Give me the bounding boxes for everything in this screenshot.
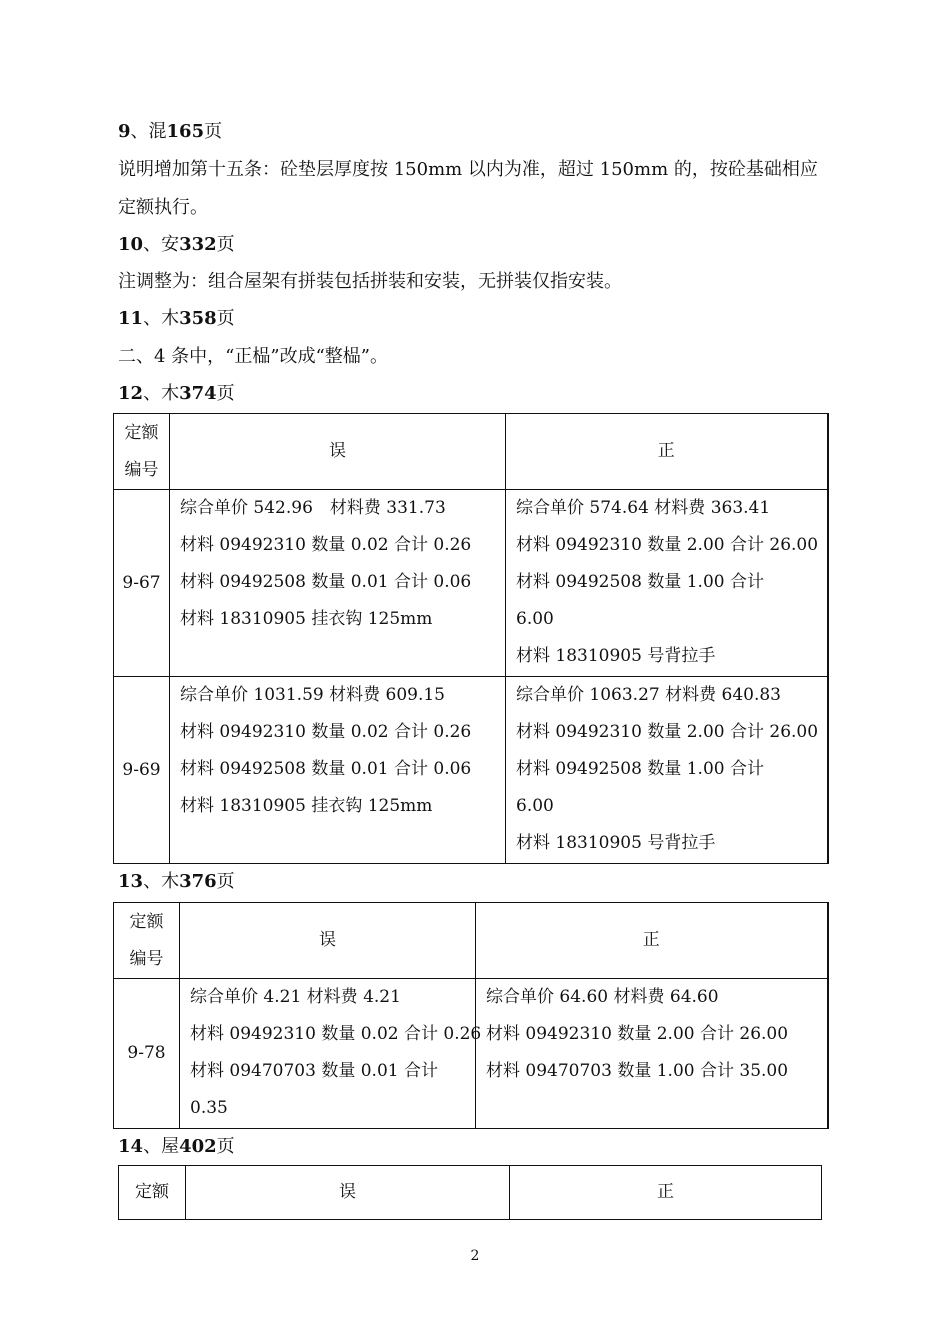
- table-header-row: [114, 903, 828, 979]
- wrong-cell: 综合单价 1031.59 材料费 609.15 材料 09492310 数量 0.02 合计 0.26 材料 09492508 数量 0.01 合计 0.06 材料 18310905 挂衣钩 125mm: [170, 677, 506, 864]
- table-14: [118, 1165, 822, 1220]
- right-header: 正: [506, 414, 828, 490]
- quota-code: 9-67: [114, 490, 170, 677]
- table-header-row: [119, 1166, 822, 1220]
- table-row: [114, 677, 828, 864]
- wrong-cell: 综合单价 542.96 材料费 331.73 材料 09492310 数量 0.02 合计 0.26 材料 09492508 数量 0.01 合计 0.06 材料 18310905 挂衣钩 125mm: [170, 490, 506, 677]
- page-number: 2: [470, 1248, 480, 1264]
- right-cell: 综合单价 64.60 材料费 64.60 材料 09492310 数量 2.00 合计 26.00 材料 09470703 数量 1.00 合计 35.00: [476, 979, 828, 1129]
- wrong-header: 误: [170, 414, 506, 490]
- right-cell: 综合单价 574.64 材料费 363.41 材料 09492310 数量 2.00 合计 26.00 材料 09492508 数量 1.00 合计 6.00 材料 18310905 号背拉手: [506, 490, 828, 677]
- quota-code: 9-69: [114, 677, 170, 864]
- section-heading-9: 9、混165页: [118, 121, 223, 142]
- right-header: 正: [476, 903, 828, 979]
- section-heading-11: 11、木358页: [118, 308, 235, 329]
- right-header: 正: [510, 1166, 822, 1220]
- right-cell: 综合单价 1063.27 材料费 640.83 材料 09492310 数量 2.00 合计 26.00 材料 09492508 数量 1.00 合计 6.00 材料 18310905 号背拉手: [506, 677, 828, 864]
- wrong-header: 误: [186, 1166, 510, 1220]
- note-10: 注调整为：组合屋架有拼装包括拼装和安装，无拼装仅指安装。: [118, 271, 622, 292]
- section-heading-13: 13、木376页: [118, 871, 235, 892]
- quota-code: 9-78: [114, 979, 180, 1129]
- note-9-line2: 定额执行。: [118, 197, 208, 218]
- table-13: [113, 902, 829, 1129]
- section-heading-10: 10、安332页: [118, 234, 235, 255]
- wrong-header: 误: [180, 903, 476, 979]
- code-header: 定额 编号: [114, 414, 170, 490]
- table-header-row: [114, 414, 828, 490]
- table-row: [114, 979, 828, 1129]
- note-9-line1: 说明增加第十五条：砼垫层厚度按 150mm 以内为准，超过 150mm 的，按砼基础相应: [118, 159, 818, 180]
- note-11: 二、4 条中，“正榀”改成“整榀”。: [118, 346, 388, 367]
- section-heading-14: 14、屋402页: [118, 1136, 235, 1157]
- code-header: 定额: [119, 1166, 186, 1220]
- section-heading-12: 12、木374页: [118, 383, 235, 404]
- table-row: [114, 490, 828, 677]
- code-header: 定额 编号: [114, 903, 180, 979]
- wrong-cell: 综合单价 4.21 材料费 4.21 材料 09492310 数量 0.02 合计 0.26 材料 09470703 数量 0.01 合计 0.35: [180, 979, 476, 1129]
- table-12: [113, 413, 829, 864]
